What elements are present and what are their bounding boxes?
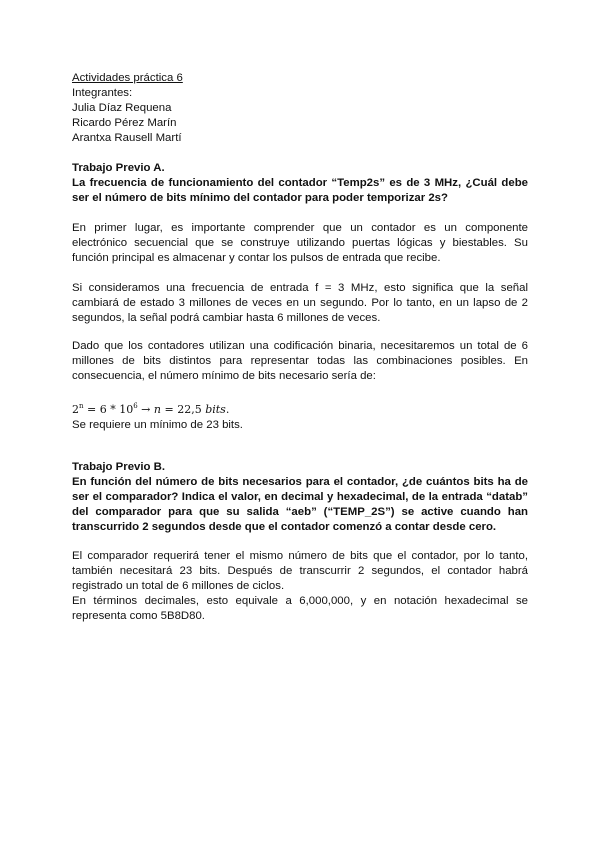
section-a-paragraph-3: Dado que los contadores utilizan una codificación binaria, necesitaremos un total de 6 millones de bits distintos para representar todas las combinaciones posibles. En consecuencia, el número mínimo de bits necesario sería de: bbox=[72, 340, 528, 382]
integrantes-label: Integrantes: bbox=[72, 87, 133, 99]
section-a-heading: Trabajo Previo A. bbox=[72, 162, 165, 174]
section-a-paragraph-1: En primer lugar, es importante comprender que un contador es un componente electrónico secuencial que se construye utilizando puertas lógicas y biestables. Su función principal es almacenar y contar los pulsos de entrada que recibe. bbox=[72, 222, 528, 264]
section-b-heading-block bbox=[72, 460, 528, 535]
member-name: Julia Díaz Requena bbox=[72, 102, 172, 114]
section-a-question: La frecuencia de funcionamiento del contador “Temp2s” es de 3 MHz, ¿Cuál debe ser el número de bits mínimo del contador para poder temporizar 2s? bbox=[72, 177, 528, 204]
member-name: Ricardo Pérez Marín bbox=[72, 117, 177, 129]
header-block bbox=[72, 71, 528, 146]
section-b-heading: Trabajo Previo B. bbox=[72, 461, 166, 473]
section-a-conclusion: Se requiere un mínimo de 23 bits. bbox=[72, 419, 243, 431]
section-a-paragraph-2: Si consideramos una frecuencia de entrada f = 3 MHz, esto significa que la señal cambiará de estado 3 millones de veces en un segundo. Por lo tanto, en un lapso de 2 segundos, la señal podrá cambiar hasta 6 millones de veces. bbox=[72, 282, 528, 324]
formula: $2^n = 6 * 10^6 \to n = 22,5$ bits. bbox=[72, 402, 230, 416]
member-name: Arantxa Rausell Martí bbox=[72, 132, 182, 144]
section-a-heading-block bbox=[72, 161, 528, 206]
formula-block bbox=[72, 399, 528, 433]
section-b-paragraph-1: El comparador requerirá tener el mismo número de bits que el contador, por lo tanto, también necesitará 23 bits. Después de transcurrir 2 segundos, el contador habrá registrado un total de 6 millones de ciclos. bbox=[72, 550, 528, 592]
document-title: Actividades práctica 6 bbox=[72, 72, 183, 84]
section-b-answer-block bbox=[72, 549, 528, 624]
section-b-paragraph-2: En términos decimales, esto equivale a 6,000,000, y en notación hexadecimal se representa como 5B8D80. bbox=[72, 595, 528, 622]
section-b-question: En función del número de bits necesarios para el contador, ¿de cuántos bits ha de ser el comparador? Indica el valor, en decimal y hexadecimal, de la entrada “datab” del comparador para que su salida “aeb” (“TEMP_2S”) se active cuando han transcurrido 2 segundos desde que el contador comenzó a contar desde cero. bbox=[72, 476, 528, 533]
